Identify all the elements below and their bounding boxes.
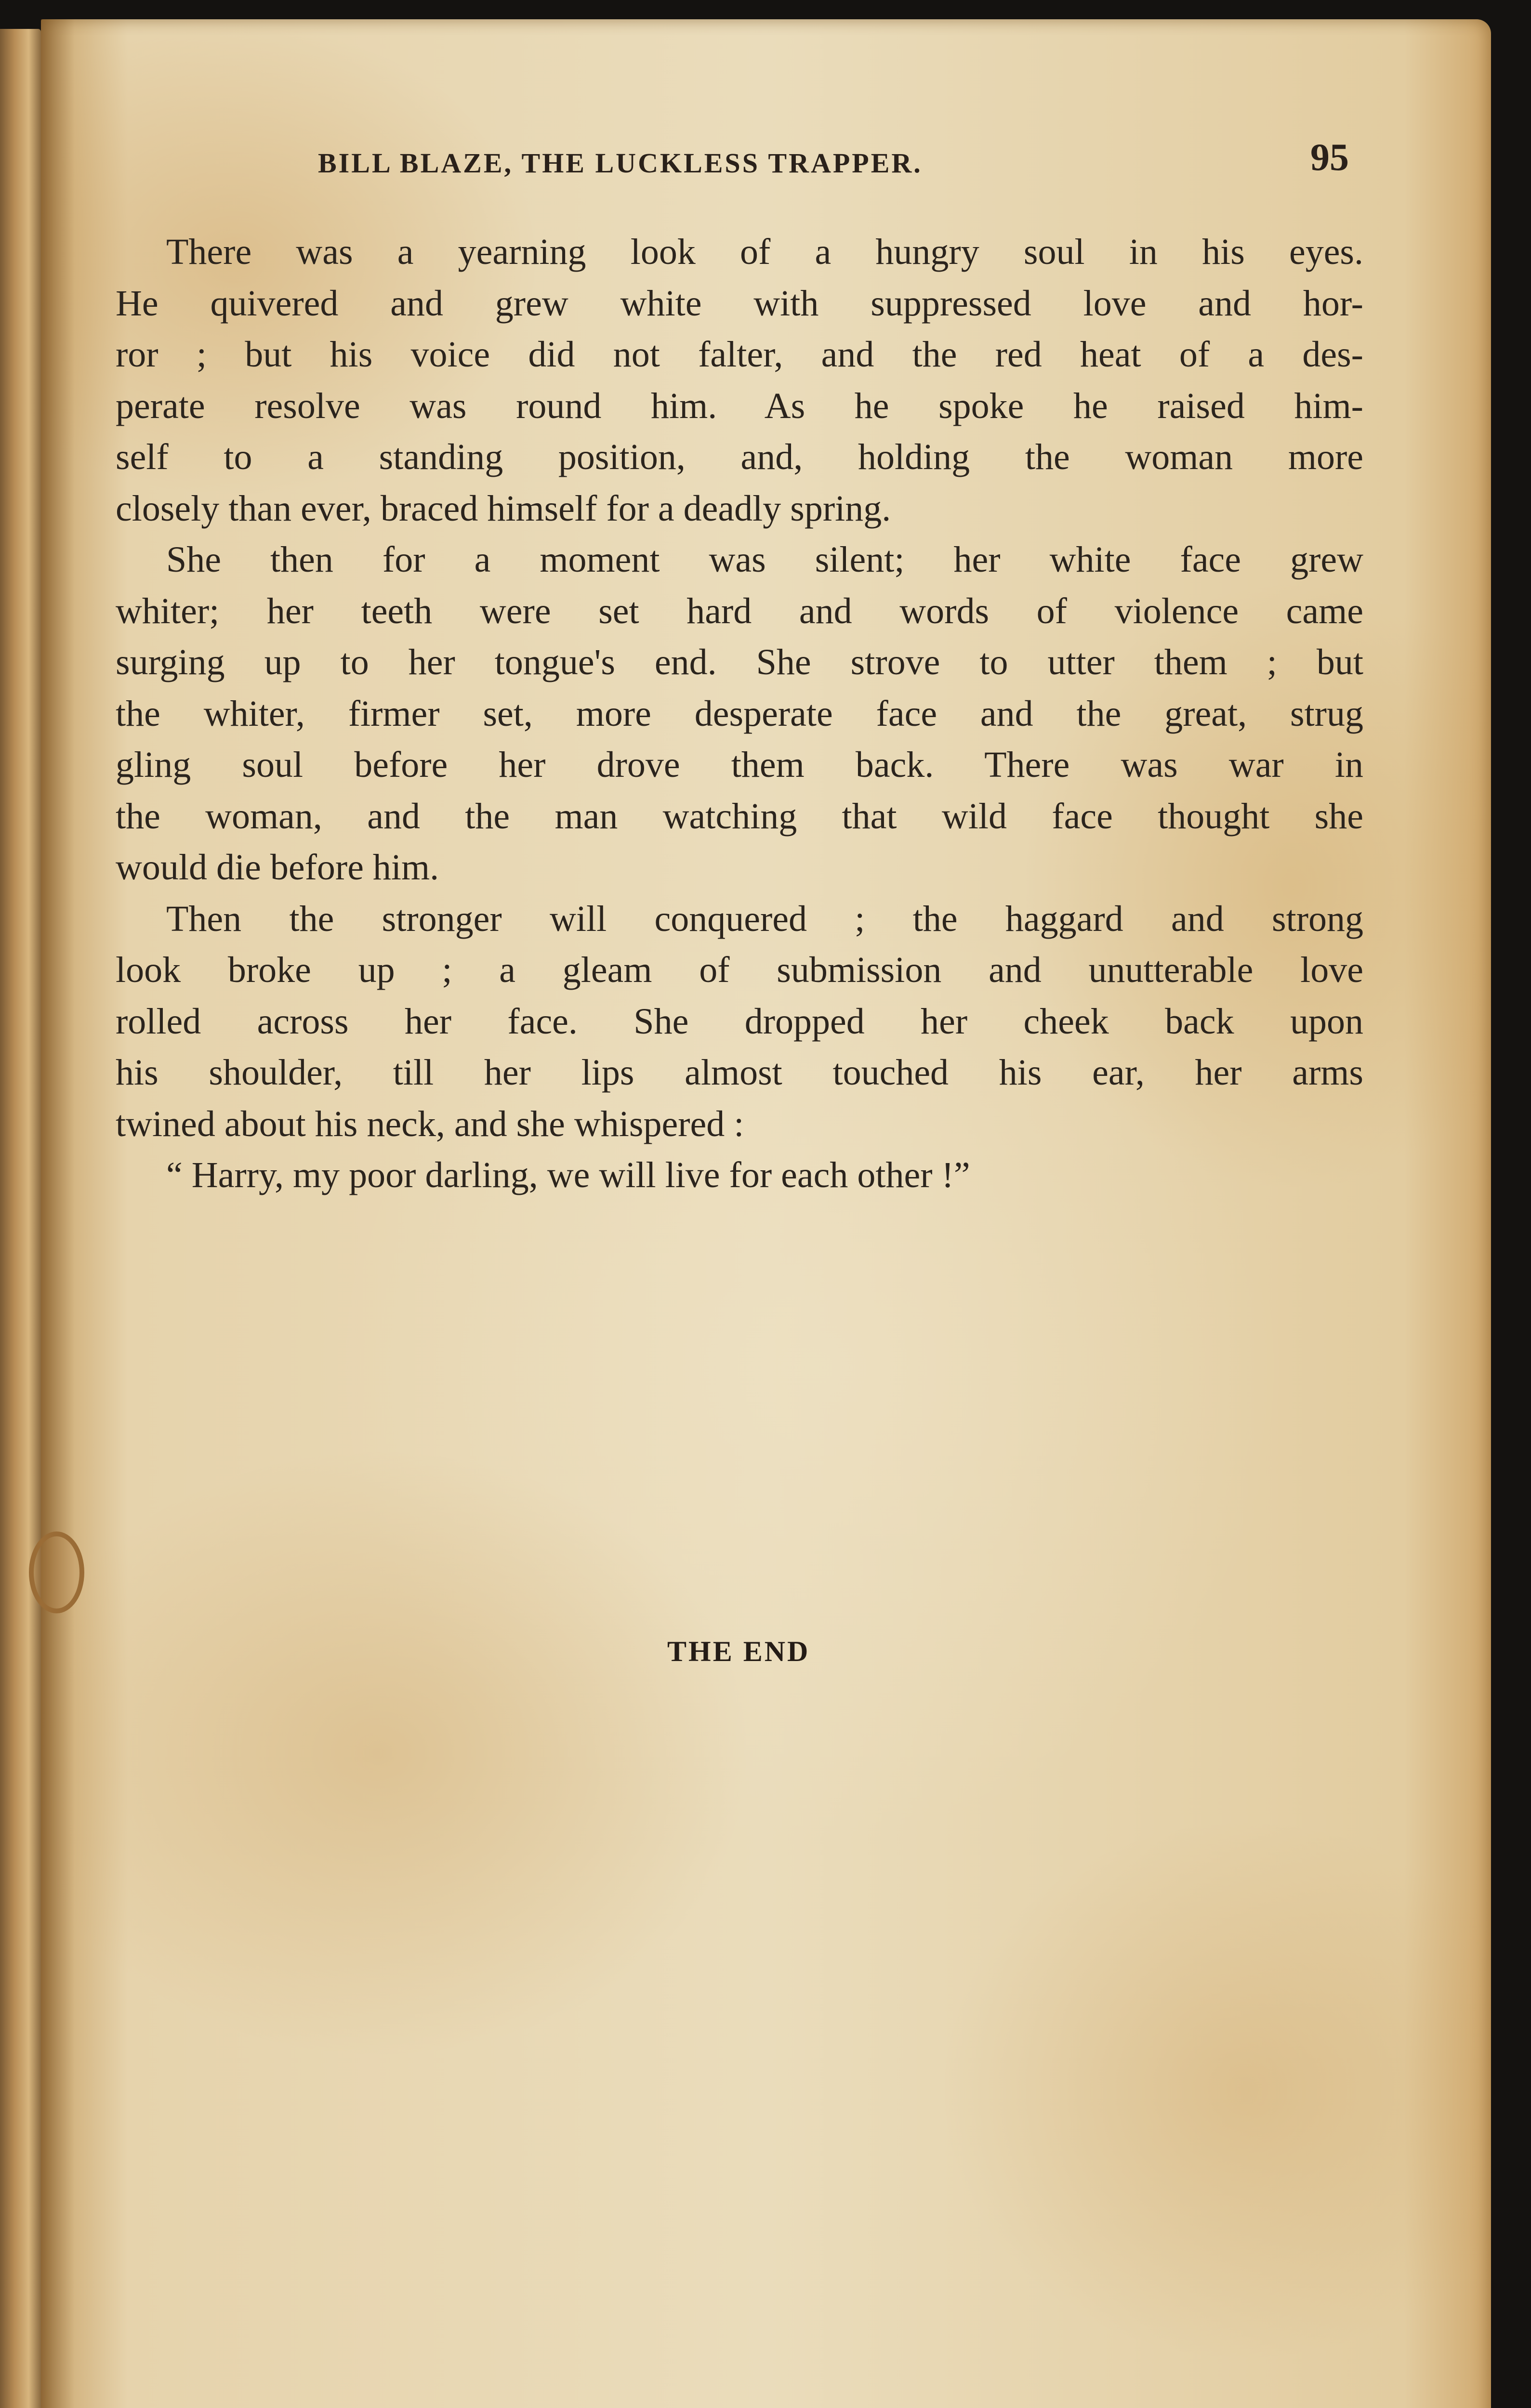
text-line: ror ; but his voice did not falter, and the red heat of a des- (116, 329, 1363, 380)
text-line: She then for a moment was silent; her white face grew (116, 534, 1363, 586)
running-head: BILL BLAZE, THE LUCKLESS TRAPPER. (318, 147, 1137, 179)
page-number: 95 (1310, 136, 1349, 180)
text-line: look broke up ; a gleam of submission and unutterable love (116, 944, 1363, 996)
text-line: would die before him. (116, 842, 1363, 893)
text-line: closely than ever, braced himself for a deadly spring. (116, 483, 1363, 535)
text-line: self to a standing position, and, holding the woman more (116, 432, 1363, 483)
text-line: surging up to her tongue's end. She strove to utter them ; but (116, 637, 1363, 688)
text-line: his shoulder, till her lips almost touched his ear, her arms (116, 1047, 1363, 1099)
text-line: He quivered and grew white with suppressed love and hor- (116, 278, 1363, 329)
text-line: Then the stronger will conquered ; the haggard and strong (116, 893, 1363, 945)
the-end-label: THE END (667, 1635, 810, 1668)
text-line: twined about his neck, and she whispered : (116, 1099, 1363, 1150)
text-line: the whiter, firmer set, more desperate face and the great, strug (116, 688, 1363, 740)
text-line: “ Harry, my poor darling, we will live for each other !” (116, 1150, 1363, 1201)
text-line: the woman, and the man watching that wild face thought she (116, 791, 1363, 842)
text-line: There was a yearning look of a hungry soul in his eyes. (116, 226, 1363, 278)
text-line: gling soul before her drove them back. There was war in (116, 739, 1363, 791)
text-line: whiter; her teeth were set hard and words of violence came (116, 586, 1363, 637)
text-line: perate resolve was round him. As he spoke he raised him- (116, 380, 1363, 432)
text-line: rolled across her face. She dropped her cheek back upon (116, 996, 1363, 1047)
